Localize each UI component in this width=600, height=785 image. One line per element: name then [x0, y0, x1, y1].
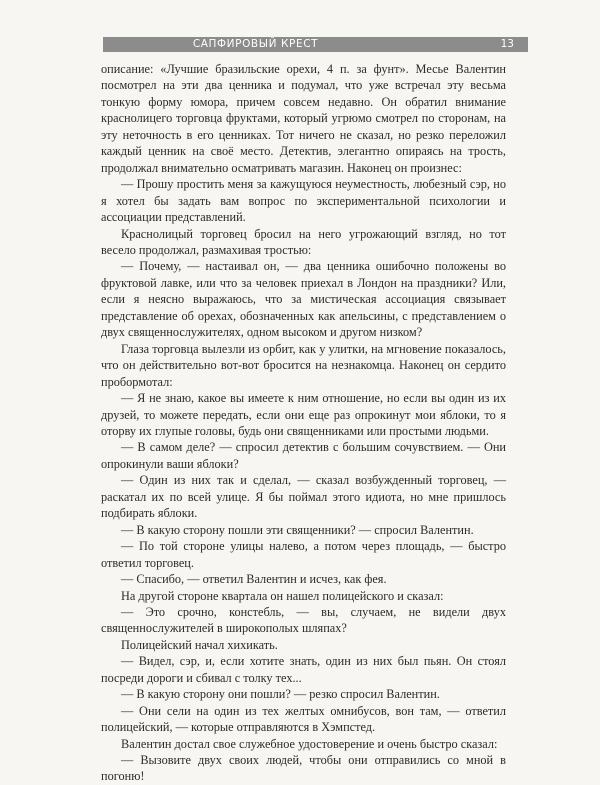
paragraph: — В какую сторону пошли эти священники? — спросил Валентин.	[121, 522, 474, 537]
paragraph: — Почему, — настаивал он, — два ценника ошибочно положены во фруктовой лавке, или что за человек приехал в Лондон на праздники? Или, если я неясно выражаюсь, что за мистическая ассоциация связывает представление об орехах, обозначенных как апельсины, с представлением о двух священнослужителях, одном высоком и другом низком?	[101, 259, 506, 340]
paragraph: Краснолицый торговец бросил на него угрожающий взгляд, но тот весело продолжал, размахивая тростью:	[101, 226, 506, 257]
paragraph: — Видел, сэр, и, если хотите знать, один из них был пьян. Он стоял посреди дороги и сбивал с толку тех...	[101, 654, 506, 685]
paragraph: — Это срочно, констебль, — вы, случаем, не видели двух священнослужителей в широкополых шляпах?	[101, 604, 506, 636]
paragraph: На другой стороне квартала он нашел полицейского и сказал:	[121, 588, 444, 603]
paragraph: — Спасибо, — ответил Валентин и исчез, как фея.	[121, 572, 387, 587]
paragraph: Глаза торговца вылезли из орбит, как у улитки, на мгновение показалось, что он действительно вот-вот бросится на незнакомца. Наконец он сердито пробормотал:	[101, 341, 506, 389]
paragraph: — Я не знаю, какое вы имеете к ним отношение, но если вы один из их друзей, то можете передать, если они еще раз опрокинут мои яблоки, то я оторву их глупые головы, будь они священниками или простыми людьми.	[101, 391, 506, 438]
paragraph: Полицейский начал хихикать.	[121, 637, 278, 652]
paragraph: — Вызовите двух своих людей, чтобы они отправились со мной в погоню!	[101, 753, 506, 784]
paragraph: — Прошу простить меня за кажущуюся неуместность, любезный сэр, но я хотел бы задать вам вопрос по экспериментальной психологии и ассоциации представлений.	[101, 177, 506, 225]
paragraph: — Один из них так и сделал, — сказал возбужденный торговец, — раскатал их по всей улице. Я бы поймал этого идиота, но мне пришлось подбирать яблоки.	[101, 473, 506, 521]
paragraph: — В самом деле? — спросил детектив с большим сочувствием. — Они опрокинули ваши яблоки?	[101, 440, 506, 471]
running-title: САПФИРОВЫЙ КРЕСТ	[192, 38, 319, 50]
paragraph: — По той стороне улицы налево, а потом через площадь, — быстро ответил торговец.	[101, 539, 506, 570]
running-header	[0, 37, 600, 52]
page-number: 13	[500, 38, 514, 50]
paragraph: — Они сели на один из тех желтых омнибусов, вон там, — ответил полицейский, — которые отправляются в Хэмпстед.	[101, 703, 506, 735]
paragraph: Валентин достал свое служебное удостоверение и очень быстро сказал:	[121, 736, 498, 751]
paragraph: описание: «Лучшие бразильские орехи, 4 п. за фунт». Месье Валентин посмотрел на эти два ценника и подумал, что уже встречал эту весьма тонкую форму юмора, причем совсем недавно. Он обратил внимание краснолицего торговца фруктами, который угрюмо смотрел по сторонам, на эту неточность в его ценниках. Тот ничего не сказал, но резко переложил каждый ценник на своё место. Детектив, элегантно опираясь на трость, продолжал внимательно осматривать магазин. Наконец он произнес:	[101, 62, 506, 175]
body-text	[101, 61, 506, 785]
paragraph: — В какую сторону они пошли? — резко спросил Валентин.	[121, 687, 440, 702]
